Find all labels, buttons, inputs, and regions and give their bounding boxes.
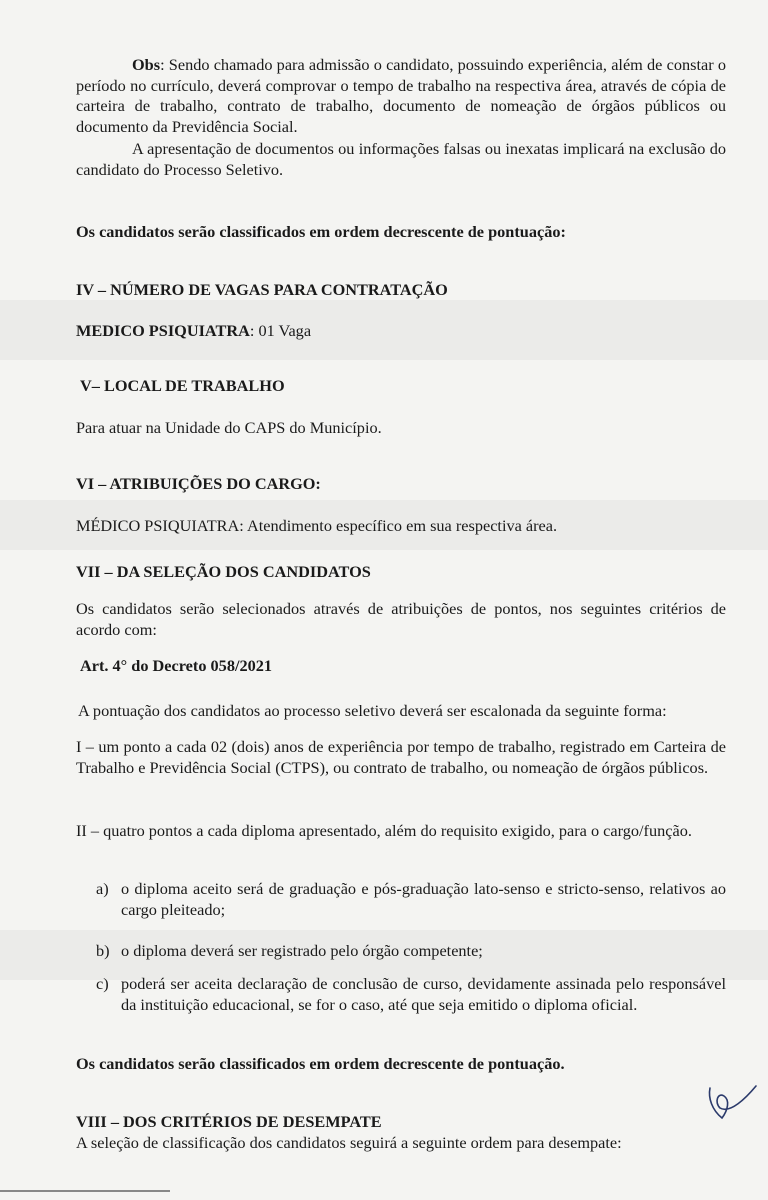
list-item-text: o diploma aceito será de graduação e pós-graduação lato-senso e stricto-senso, relativos ao cargo pleiteado; xyxy=(121,879,726,919)
section-iv-heading: IV – NÚMERO DE VAGAS PARA CONTRATAÇÃO xyxy=(76,280,448,299)
list-item xyxy=(96,879,726,921)
list-marker: b) xyxy=(96,941,110,960)
obs-paragraph xyxy=(76,55,726,137)
section-viii-heading: VIII – DOS CRITÉRIOS DE DESEMPATE xyxy=(76,1112,382,1131)
vacancy-line xyxy=(76,321,726,342)
vacancy-role: MEDICO PSIQUIATRA xyxy=(76,321,250,340)
scoring-item-i: I – um ponto a cada 02 (dois) anos de experiência por tempo de trabalho, registrado em Carteira de Trabalho e Previdência Social (CTPS), ou contrato de trabalho, ou nomeação de órgãos públicos. xyxy=(76,737,726,777)
handwritten-initial xyxy=(700,1080,760,1124)
obs-text: : Sendo chamado para admissão o candidato, possuindo experiência, além de constar o período no currículo, deverá comprovar o tempo de trabalho na respectiva área, através de cópia de carteira de trabalho, contrato de trabalho, documento de nomeação de órgãos públicos ou documento da Previdência Social. xyxy=(76,55,726,136)
obs-note: A apresentação de documentos ou informações falsas ou inexatas implicará na exclusão do candidato do Processo Seletivo. xyxy=(76,139,726,179)
scan-edge-line xyxy=(0,1190,170,1192)
obs-label: Obs xyxy=(132,55,161,74)
classified-statement-1: Os candidatos serão classificados em ordem decrescente de pontuação: xyxy=(76,222,566,241)
scoring-intro: A pontuação dos candidatos ao processo seletivo deverá ser escalonada da seguinte forma: xyxy=(78,701,667,720)
list-marker: c) xyxy=(96,974,109,993)
section-v-heading: V– LOCAL DE TRABALHO xyxy=(80,376,285,395)
duties-text: MÉDICO PSIQUIATRA: Atendimento específico em sua respectiva área. xyxy=(76,516,558,535)
vacancy-count: : 01 Vaga xyxy=(249,321,312,340)
work-location-text: Para atuar na Unidade do CAPS do Município. xyxy=(76,418,382,437)
list-marker: a) xyxy=(96,879,109,898)
classified-statement-2: Os candidatos serão classificados em ordem decrescente de pontuação. xyxy=(76,1054,565,1073)
list-item-text: poderá ser aceita declaração de conclusão de curso, devidamente assinada pelo responsável da instituição educacional, se for o caso, até que seja emitido o diploma oficial. xyxy=(121,974,726,1014)
list-item xyxy=(96,941,726,963)
section-vii-heading: VII – DA SELEÇÃO DOS CANDIDATOS xyxy=(76,562,371,581)
section-vi-heading: VI – ATRIBUIÇÕES DO CARGO: xyxy=(76,474,321,493)
list-item-text: o diploma deverá ser registrado pelo órgão competente; xyxy=(121,941,483,960)
scoring-item-ii: II – quatro pontos a cada diploma apresentado, além do requisito exigido, para o cargo/função. xyxy=(76,821,692,840)
list-item xyxy=(96,974,726,1036)
selection-intro: Os candidatos serão selecionados através de atribuições de pontos, nos seguintes critérios de acordo com: xyxy=(76,599,726,639)
tiebreak-text: A seleção de classificação dos candidatos seguirá a seguinte ordem para desempate: xyxy=(76,1133,622,1152)
article-reference: Art. 4° do Decreto 058/2021 xyxy=(80,656,273,675)
